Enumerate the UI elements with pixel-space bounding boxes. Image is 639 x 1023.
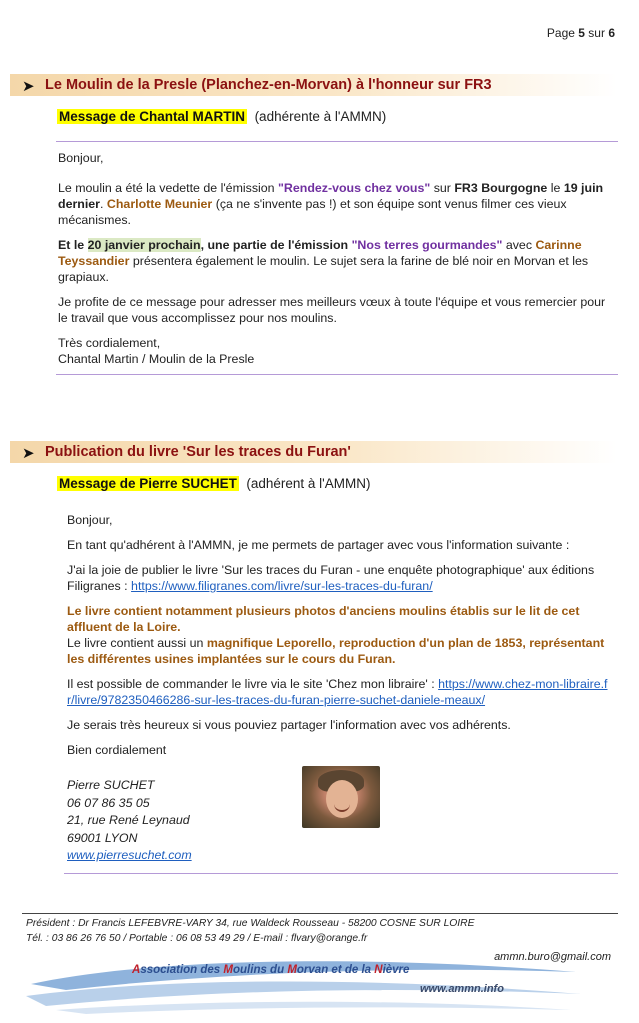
paragraph: Le livre contient notamment plusieurs photos d'anciens moulins établis sur le lit de cet affluent de la Loire. Le livre contient aussi un magnifique Leporello, reproduction d'un plan de 1853, représentant les différentes usines implantées sur le cours du Furan. (67, 604, 605, 666)
message-author-label: Message de Pierre SUCHET (59, 476, 237, 491)
message-header (57, 476, 370, 491)
section-title: Publication du livre 'Sur les traces du Furan' (45, 444, 351, 460)
footer-contact: Tél. : 03 86 26 76 50 / Portable : 06 08 53 49 29 / E-mail : flvary@orange.fr (26, 933, 368, 944)
author-photo (302, 766, 380, 828)
paragraph: En tant qu'adhérent à l'AMMN, je me permets de partager avec vous l'information suivante : (67, 538, 570, 552)
divider (64, 873, 618, 874)
message-header (57, 109, 386, 124)
message-author-role: (adhérent à l'AMMN) (246, 476, 371, 491)
paragraph: Le moulin a été la vedette de l'émission "Rendez-vous chez vous" sur FR3 Bourgogne le 19 juin dernier. Charlotte Meunier (ça ne s'invente pas !) et son équipe sont venus filmer ces vieux mécanismes. (58, 181, 604, 227)
arrow-bullet-icon: ➤ (22, 78, 35, 95)
paragraph: Il est possible de commander le livre via le site 'Chez mon libraire' : https://www.chez-mon-libraire.fr/livre/9782350466286-sur-les-traces-du-furan-pierre-suchet-daniele-meaux/ (67, 677, 608, 707)
footer-divider (22, 913, 618, 914)
filigranes-link[interactable]: https://www.filigranes.com/livre/sur-les-traces-du-furan/ (131, 579, 433, 593)
footer-website: www.ammn.info (420, 983, 504, 995)
page-number: Page 5 sur 6 (546, 26, 615, 40)
closing: Très cordialement, Chantal Martin / Moulin de la Presle (58, 336, 255, 366)
section-header-furan (10, 441, 617, 463)
message-author-role: (adhérente à l'AMMN) (254, 109, 387, 124)
arrow-bullet-icon: ➤ (22, 445, 35, 462)
divider (56, 374, 618, 375)
signature-name: Pierre SUCHET (67, 778, 155, 792)
footer-email: ammn.buro@gmail.com (494, 951, 611, 963)
section-header-moulin-presle (10, 74, 617, 96)
signature-phone: 06 07 86 35 05 (67, 795, 150, 810)
paragraph: Je profite de ce message pour adresser mes meilleurs vœux à toute l'équipe et vous remercier pour le travail que vous accomplissez pour nos moulins. (58, 295, 606, 325)
message-author-label: Message de Chantal MARTIN (59, 109, 246, 124)
libraire-link[interactable]: https://www.chez-mon-libraire.fr/livre/9782350466286-sur-les-traces-du-furan-pierre-suchet-daniele-meaux/ (67, 677, 608, 707)
footer-president: Président : Dr Francis LEFEBVRE-VARY 34, rue Waldeck Rousseau - 58200 COSNE SUR LOIRE (26, 918, 475, 929)
signature-website-link[interactable]: www.pierresuchet.com (67, 848, 192, 862)
signature (67, 777, 192, 865)
signature-city: 69001 LYON (67, 830, 138, 845)
section-title: Le Moulin de la Presle (Planchez-en-Morvan) à l'honneur sur FR3 (45, 77, 492, 93)
divider (56, 141, 618, 142)
greeting: Bonjour, (67, 513, 113, 527)
paragraph: J'ai la joie de publier le livre 'Sur les traces du Furan - une enquête photographique' aux éditions Filigranes : https://www.filigranes.com/livre/sur-les-traces-du-furan/ (67, 563, 595, 593)
association-logo-text: Association des Moulins du Morvan et de la Nièvre (132, 964, 410, 976)
paragraph: Et le 20 janvier prochain, une partie de l'émission "Nos terres gourmandes" avec Carinne Teyssandier présentera également le moulin. Le sujet sera la farine de blé noir en Morvan et les grapiaux. (58, 238, 589, 284)
closing: Bien cordialement (67, 743, 167, 757)
message-body (67, 512, 615, 767)
paragraph: Je serais très heureux si vous pouviez partager l'information avec vos adhérents. (67, 718, 511, 732)
greeting: Bonjour, (58, 151, 104, 165)
message-body (58, 150, 618, 367)
signature-street: 21, rue René Leynaud (67, 813, 190, 827)
